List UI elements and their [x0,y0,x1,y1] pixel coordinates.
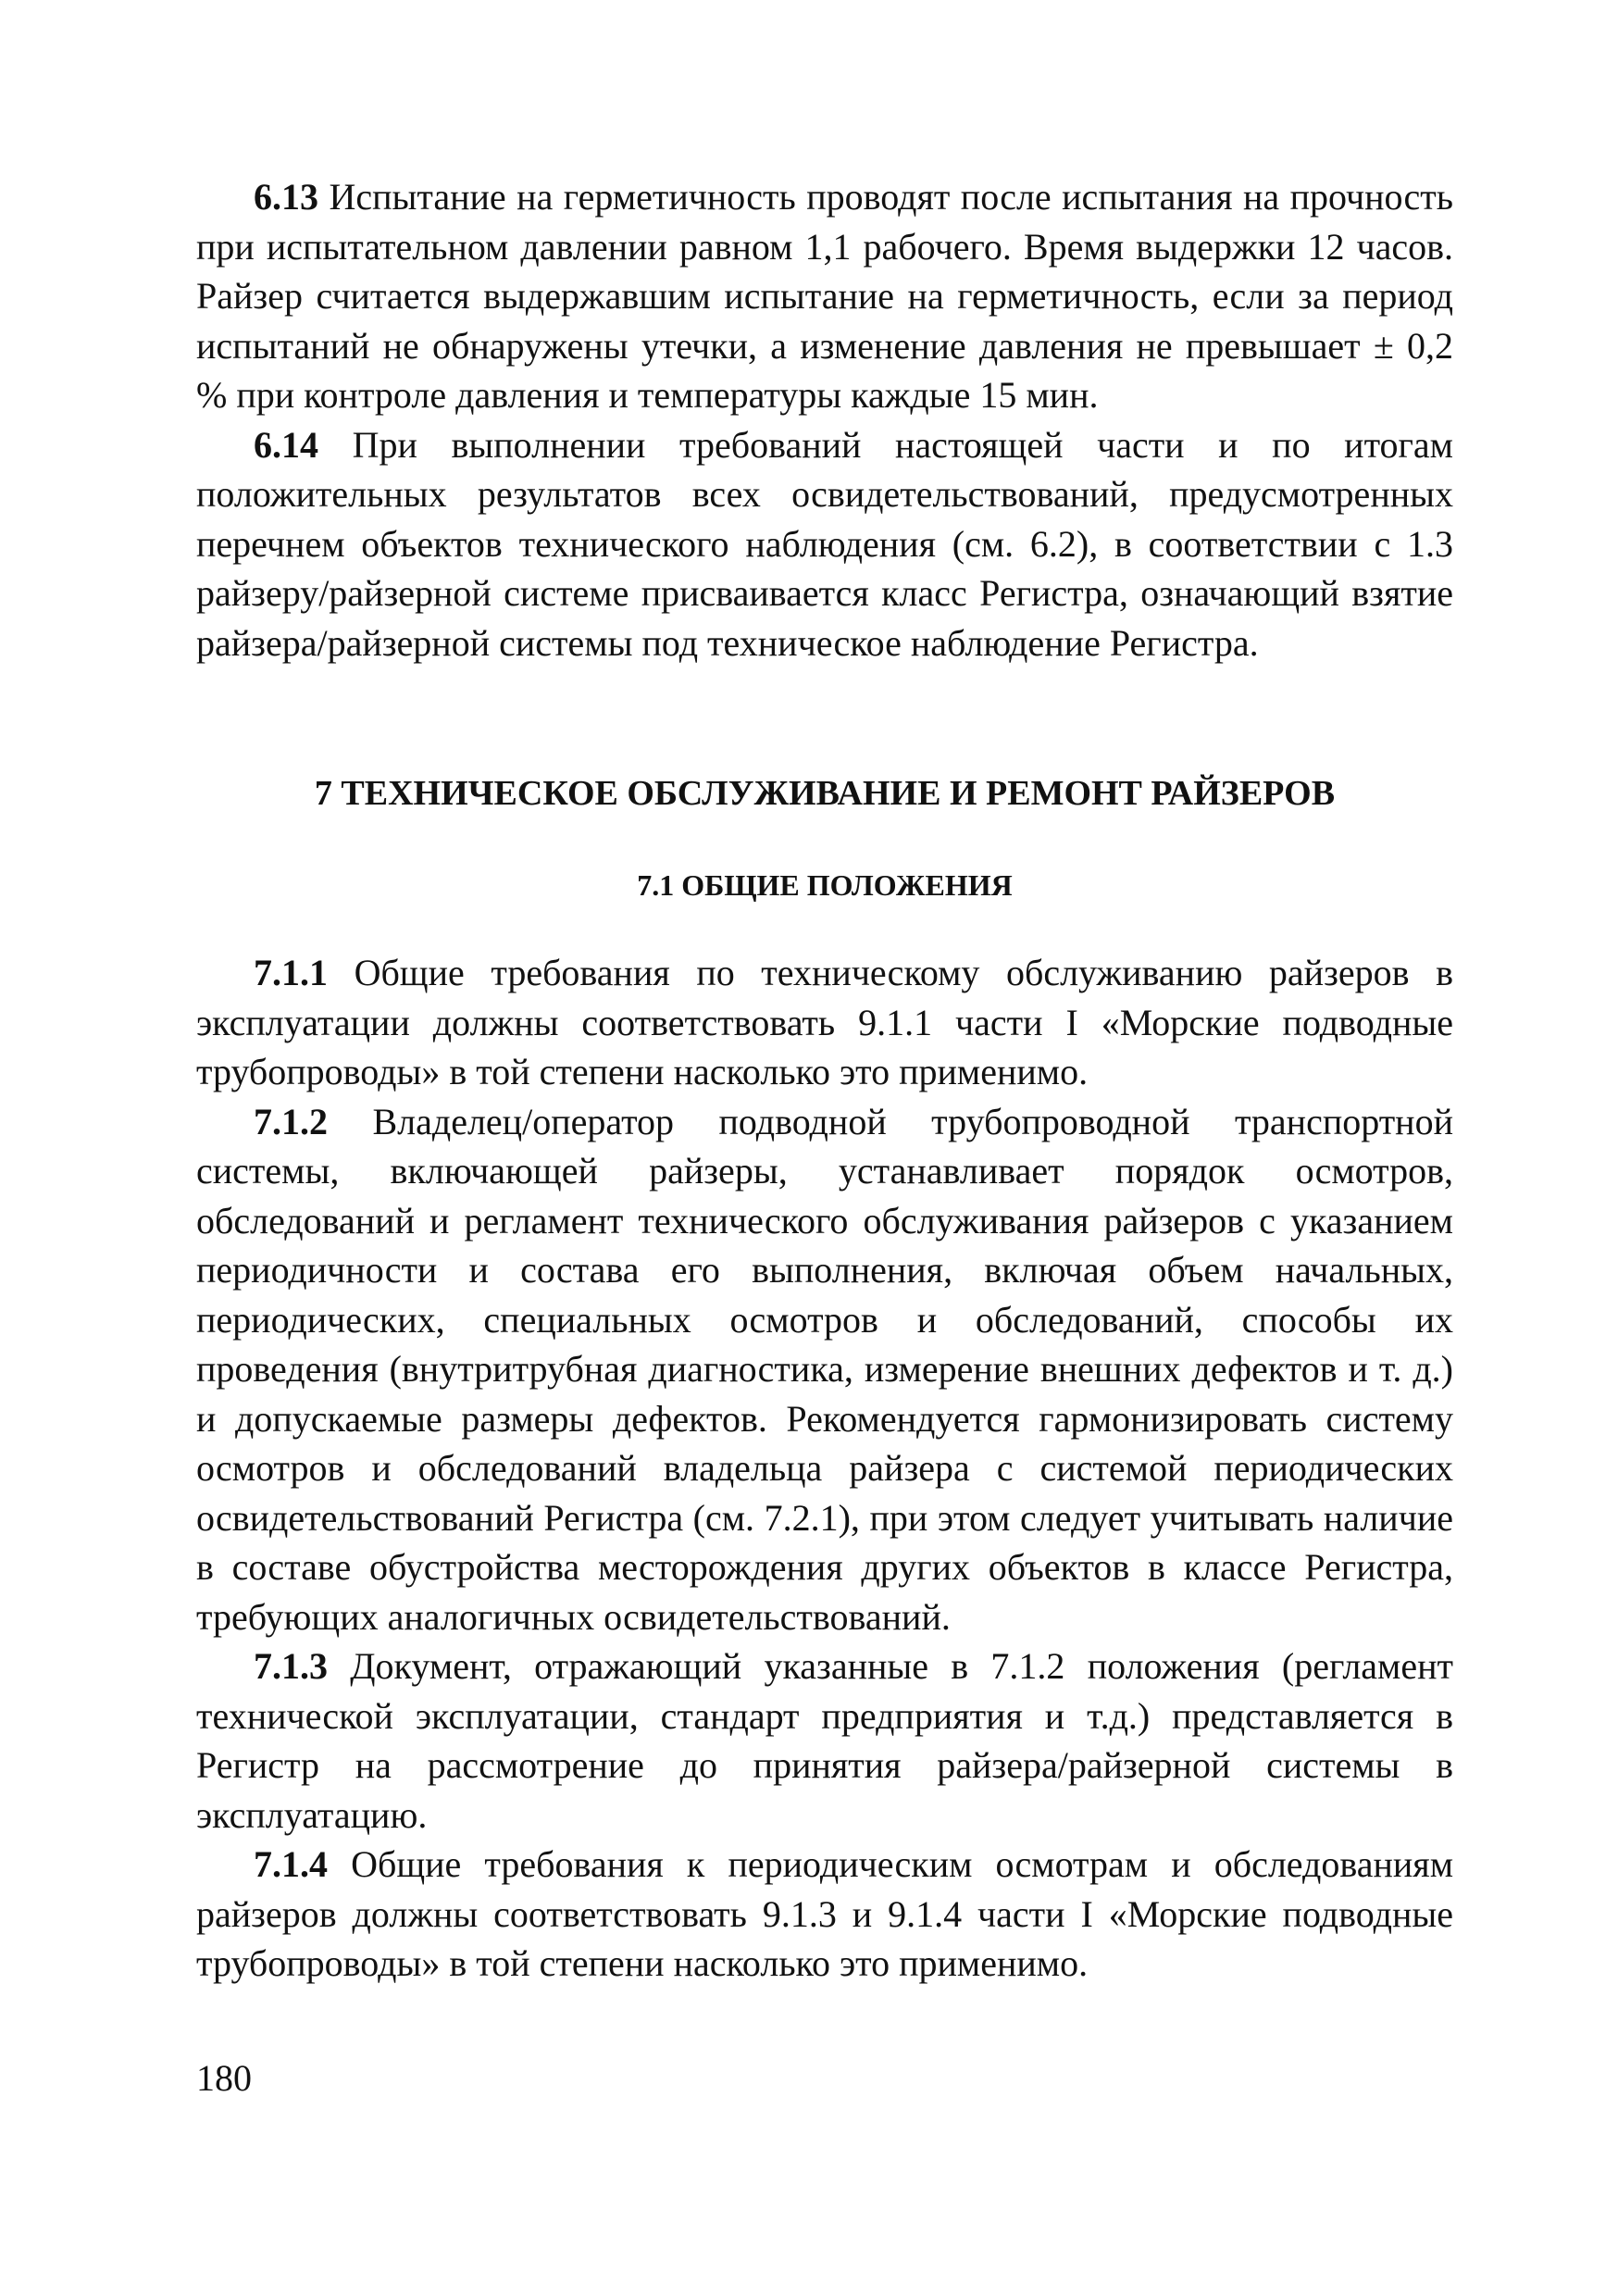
clause-number: 6.14 [254,423,318,466]
clause-text: Документ, отражающий указанные в 7.1.2 положения (регламент технической эксплуатации, стандарт предприятия и т.д.) представляется в Регистр на рассмотрение до принятия райзера/райзерной системы в эксплуатацию. [196,1645,1453,1836]
section-subtitle: 7.1 ОБЩИЕ ПОЛОЖЕНИЯ [637,868,1013,902]
page-number: 180 [196,2057,252,2099]
section-7-1-block [196,948,1453,1989]
clause-text: При выполнении требований настоящей части и по итогам положительных результатов всех освидетельствований, предусмотренных перечнем объектов технического наблюдения (см. 6.2), в соответствии с 1.3 райзеру/райзерной системе присваивается класс Регистра, означающий взятие райзера/райзерной системы под техническое наблюдение Регистра. [196,423,1453,664]
clause-number: 7.1.4 [254,1843,328,1885]
paragraph-7-1-1 [196,948,1453,1097]
paragraph-7-1-3 [196,1641,1453,1840]
paragraph-7-1-4 [196,1840,1453,1989]
clause-number: 6.13 [254,176,318,218]
paragraph-7-1-2 [196,1097,1453,1642]
clause-number: 7.1.2 [254,1100,328,1142]
clause-text: Общие требования по техническому обслуживанию райзеров в эксплуатации должны соответствовать 9.1.1 части I «Морские подводные трубопроводы» в той степени насколько это применимо. [196,952,1453,1092]
clause-number: 7.1.3 [254,1645,328,1687]
clause-text: Испытание на герметичность проводят после испытания на прочность при испытательном давлении равном 1,1 рабочего. Время выдержки 12 часов. Райзер считается выдержавшим испытание на герметичность, если за период испытаний не обнаружены утечки, а изменение давления не превышает ± 0,2 % при контроле давления и температуры каждые 15 мин. [196,176,1453,416]
clause-number: 7.1.1 [254,952,328,993]
clause-text: Общие требования к периодическим осмотрам и обследованиям райзеров должны соответствовать 9.1.3 и 9.1.4 части I «Морские подводные трубопроводы» в той степени насколько это применимо. [196,1843,1453,1984]
clause-text: Владелец/оператор подводной трубопроводной транспортной системы, включающей райзеры, устанавливает порядок осмотров, обследований и регламент технического обслуживания райзеров с указанием периодичности и состава его выполнения, включая объем начальных, периодических, специальных осмотров и обследований, способы их проведения (внутритрубная диагностика, измерение внешних дефектов и т. д.) и допускаемые размеры дефектов. Рекомендуется гармонизировать систему осмотров и обследований владельца райзера с системой периодических освидетельствований Регистра (см. 7.2.1), при этом следует учитывать наличие в составе обустройства месторождения других объектов в классе Регистра, требующих аналогичных освидетельствований. [196,1100,1453,1638]
section-6-block [196,172,1453,668]
paragraph-6-14 [196,420,1453,668]
chapter-title: 7 ТЕХНИЧЕСКОЕ ОБСЛУЖИВАНИЕ И РЕМОНТ РАЙЗЕРОВ [314,774,1336,813]
paragraph-6-13 [196,172,1453,420]
